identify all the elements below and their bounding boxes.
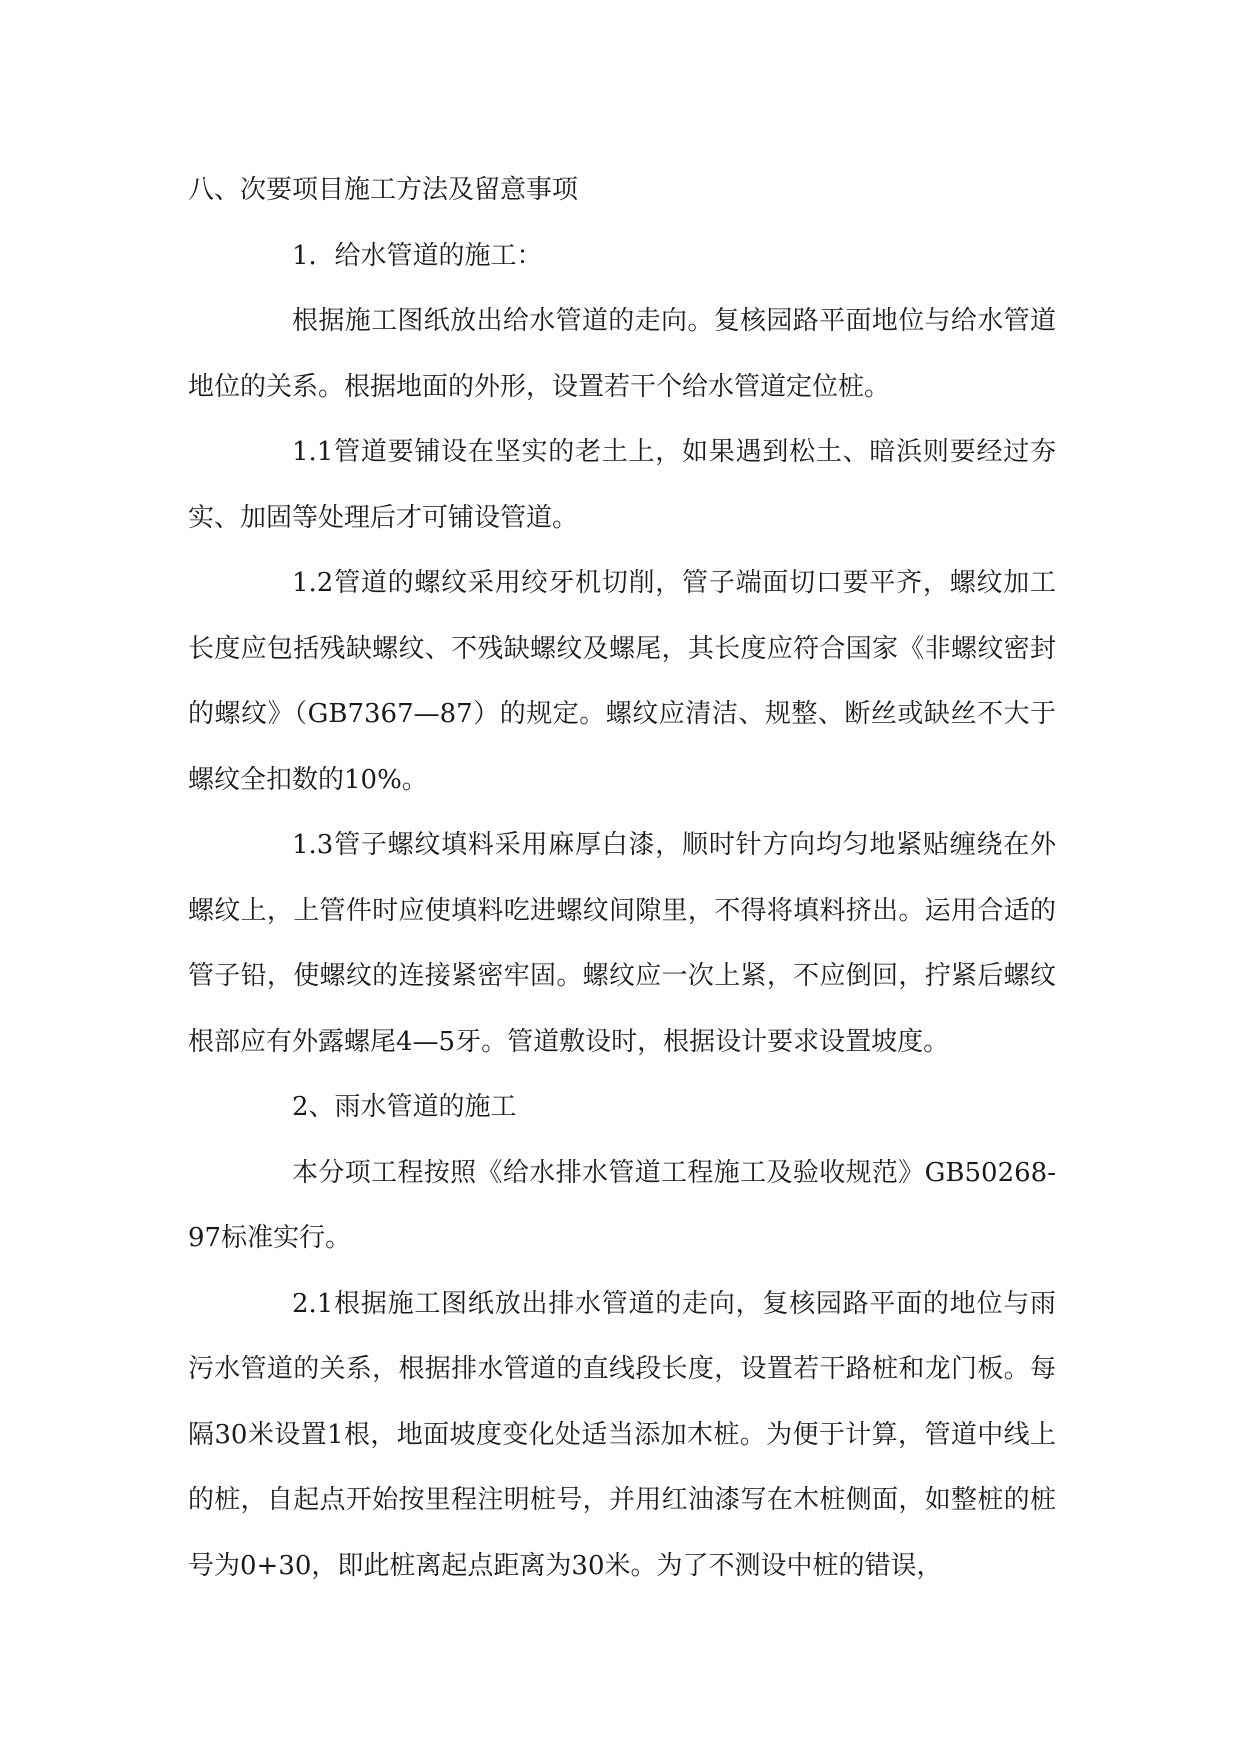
section-title: 八、次要项目施工方法及留意事项 bbox=[188, 175, 579, 205]
subsection-title-water-supply: 1．给水管道的施工： bbox=[292, 240, 543, 271]
document-body bbox=[188, 158, 1056, 1599]
paragraph-rainwater-intro: 本分项工程按照《给水排水管道工程施工及验收规范》GB50268-97标准实行。 bbox=[188, 1157, 1056, 1253]
paragraph-2-1: 2.1根据施工图纸放出排水管道的走向，复核园路平面的地位与雨污水管道的关系，根据排水管道的直线段长度，设置若干路桩和龙门板。每隔30米设置1根，地面坡度变化处适当添加木桩。为便于计算，管道中线上的桩，自起点开始按里程注明桩号，并用红油漆写在木桩侧面，如整桩的桩号为0+30，即此桩离起点距离为30米。为了不测设中桩的错误， bbox=[188, 1288, 1056, 1581]
paragraph-water-supply-intro: 根据施工图纸放出给水管道的走向。复核园路平面地位与给水管道地位的关系。根据地面的外形，设置若干个给水管道定位桩。 bbox=[188, 306, 1056, 402]
paragraph-1-3: 1.3管子螺纹填料采用麻厚白漆，顺时针方向均匀地紧贴缠绕在外螺纹上，上管件时应使填料吃进螺纹间隙里，不得将填料挤出。运用合适的管子铅，使螺纹的连接紧密牢固。螺纹应一次上紧，不应倒回，拧紧后螺纹根部应有外露螺尾4—5牙。管道敷设时，根据设计要求设置坡度。 bbox=[188, 830, 1056, 1057]
paragraph-1-1: 1.1管道要铺设在坚实的老土上，如果遇到松土、暗浜则要经过夯实、加固等处理后才可铺设管道。 bbox=[188, 437, 1056, 533]
subsection-title-rainwater: 2、雨水管道的施工 bbox=[292, 1092, 517, 1122]
paragraph-1-2: 1.2管道的螺纹采用绞牙机切削，管子端面切口要平齐，螺纹加工长度应包括残缺螺纹、不残缺螺纹及螺尾，其长度应符合国家《非螺纹密封的螺纹》（GB7367—87）的规定。螺纹应清洁、规整、断丝或缺丝不大于螺纹全扣数的10%。 bbox=[188, 568, 1056, 795]
